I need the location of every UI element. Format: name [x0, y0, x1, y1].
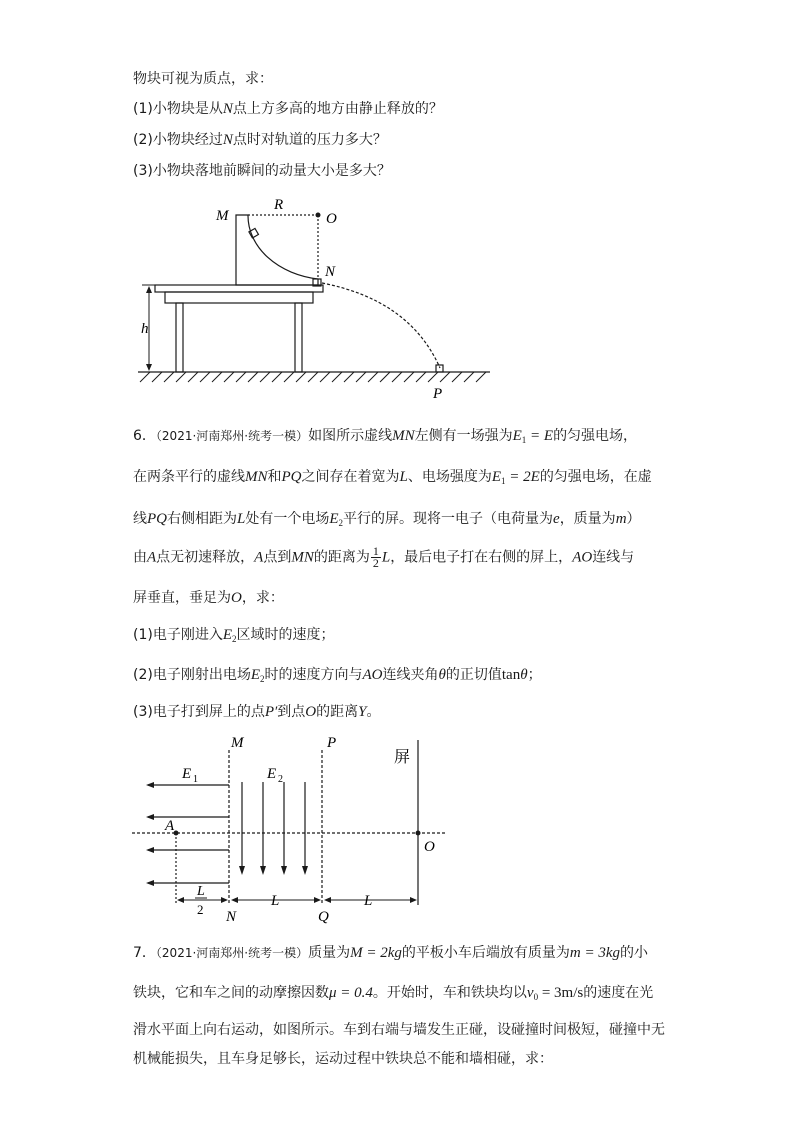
q6-line1: 6．（2021·河南郑州·统考一模）如图所示虚线MN左侧有一场强为$E_1 = E$的匀强电场，	[133, 428, 638, 445]
q6-sub2: (2)电子刚射出电场$E_2$时的速度方向与AO连线夹角θ的正切值tanθ；	[133, 667, 542, 684]
fig6-half-num: L	[197, 884, 205, 899]
q6-line3: 线PQ右侧相距为L处有一个电场$E_2$平行的屏。现将一电子（电荷量为e，质量为m）	[133, 511, 641, 528]
q7-line3: 滑水平面上向右运动，如图所示。车到右端与墙发生正碰，设碰撞时间极短，碰撞中无	[133, 1022, 665, 1038]
q7-line4: 机械能损失，且车身足够长，运动过程中铁块总不能和墙相碰，求：	[133, 1051, 553, 1067]
q6-line2: 在两条平行的虚线MN和PQ之间存在着宽为L、电场强度为$E_1 = 2E$的匀强电场，在虚	[133, 469, 652, 486]
fig6-label-A: A	[165, 818, 175, 834]
q5-sub2: (2)小物块经过N点时对轨道的压力多大？	[133, 132, 387, 148]
q6-sub1: (1)电子刚进入$E_2$区域时的速度；	[133, 627, 335, 644]
fig6-label-L2: L	[364, 893, 373, 909]
label-N: N	[325, 264, 336, 280]
q6-line4: 由A点无初速释放，A点到MN的距离为 $\frac{1}{2}$ L，最后电子打在右侧的屏上，AO连线与	[133, 544, 635, 570]
label-R: R	[274, 197, 284, 213]
point-A	[174, 831, 179, 836]
label-P: P	[433, 386, 443, 402]
q5-intro: 物块可视为质点，求：	[133, 71, 273, 87]
fig6-label-E2: E	[267, 766, 277, 782]
q7-line1: 7．（2021·河南郑州·统考一模）质量为M = 2kg的平板小车后端放有质量为m = 3kg的小	[133, 945, 648, 961]
q6-sub3: (3)电子打到屏上的点P′到点O的距离Y。	[133, 704, 381, 720]
fig6-label-P: P	[327, 735, 337, 751]
fig6-label-E2-sub: 2	[278, 774, 283, 785]
point-O	[416, 831, 421, 836]
fig6-label-E1: E	[182, 766, 192, 782]
label-O: O	[326, 211, 337, 227]
q5-sub3: (3)小物块落地前瞬间的动量大小是多大？	[133, 163, 391, 179]
fig6-label-Q: Q	[318, 909, 329, 925]
label-h: h	[141, 321, 149, 337]
q5-sub1: (1)小物块是从N点上方多高的地方由静止释放的？	[133, 101, 443, 117]
fraction-half: $\frac{1}{2}$	[372, 544, 379, 570]
fig6-label-L1: L	[271, 893, 280, 909]
q7-line2: 铁块，它和车之间的动摩擦因数μ = 0.4。开始时，车和铁块均以$v_0 = 3m/s$的速度在光	[133, 985, 654, 1002]
label-M: M	[216, 208, 229, 224]
fig6-label-O: O	[424, 839, 435, 855]
fig6-label-E1-sub: 1	[193, 774, 198, 785]
q6-line5: 屏垂直，垂足为O，求：	[133, 590, 284, 606]
fig6-label-N: N	[226, 909, 237, 925]
fig6-half-den: 2	[197, 902, 204, 917]
fig6-label-M: M	[231, 735, 244, 751]
fig6-label-screen: 屏	[394, 749, 411, 766]
